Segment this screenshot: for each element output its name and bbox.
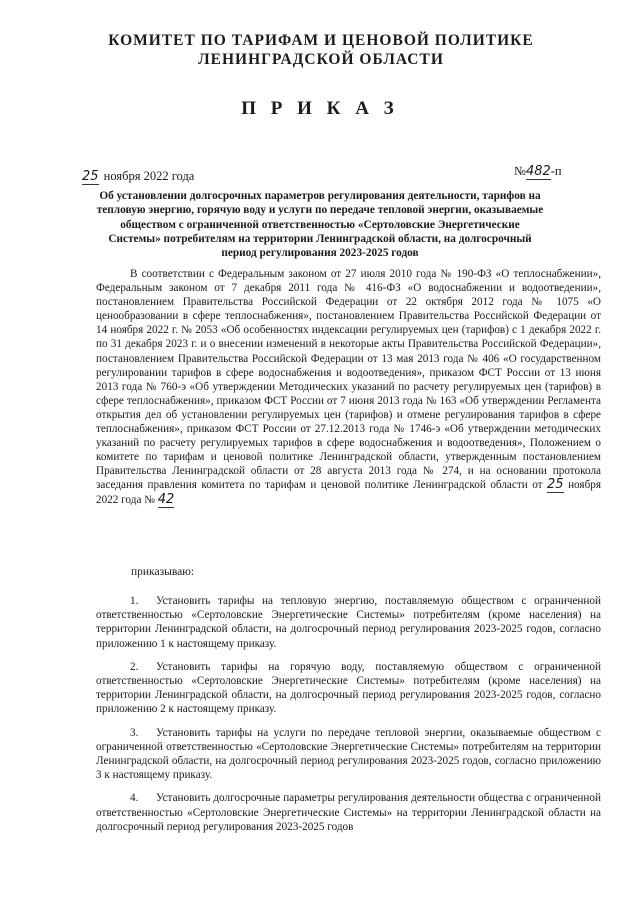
committee-line-1: КОМИТЕТ ПО ТАРИФАМ И ЦЕНОВОЙ ПОЛИТИКЕ xyxy=(108,32,534,49)
order-item xyxy=(96,660,601,717)
item-number: 3. xyxy=(130,726,139,739)
document-type-title: П Р И К А З xyxy=(241,98,399,119)
preamble-paragraph xyxy=(96,267,601,507)
order-number xyxy=(514,164,562,179)
committee-line-2: ЛЕНИНГРАДСКОЙ ОБЛАСТИ xyxy=(198,51,444,68)
item-text: Установить тарифы на горячую воду, поставляемую обществом с ограниченной ответственностью «Сертоловские Энергетические Системы» потребителям (кроме населения) на территории Ленинградской области, на долгосрочный период регулирования 2023-2025 годов, согласно приложению 2 к настоящему приказу. xyxy=(96,660,601,716)
number-sign: № xyxy=(514,164,526,178)
decree-word: приказываю: xyxy=(131,566,195,578)
handwritten-protocol-date: 25 xyxy=(547,477,564,493)
handwritten-date-day: 25 xyxy=(82,169,99,184)
preamble-tail: ноября 2022 года № xyxy=(96,479,602,506)
order-item xyxy=(96,594,601,651)
item-text: Установить тарифы на тепловую энергию, поставляемую обществом с ограниченной ответственностью «Сертоловские Энергетические Системы» потребителям (кроме населения) на территории Ленинградской области, на долгосрочный период регулирования 2023-2025 годов, согласно приложению 1 к настоящему приказу. xyxy=(96,595,601,650)
order-items-list xyxy=(96,594,601,843)
item-number: 1. xyxy=(130,595,139,607)
item-number: 2. xyxy=(130,660,139,673)
item-text: Установить долгосрочные параметры регулирования деятельности общества с ограниченной ответственностью «Сертоловские Энергетические Системы» на территории Ленинградской области на долгосрочный период регулирования 2023-2025 годов xyxy=(96,792,601,833)
order-item xyxy=(96,726,601,783)
item-number: 4. xyxy=(130,792,139,805)
handwritten-order-number: 482 xyxy=(525,164,551,179)
number-suffix: -п xyxy=(550,164,562,178)
item-text: Установить тарифы на услуги по передаче тепловой энергии, оказываемые обществом с ограниченной ответственностью «Сертоловские Энергетические Системы» потребителям на территории Ленинградской области, на долгосрочный период регулирования 2023-2025 годов, согласно приложению 3 к настоящему приказу. xyxy=(96,726,601,782)
order-item xyxy=(96,791,601,834)
order-heading: Об установлении долгосрочных параметров регулирования деятельности, тарифов на тепловую энергию, горячую воду и услуги по передаче тепловой энергии, оказываемые обществом с ограниченной ответственностью «Сертоловские Энергетические Системы» потребителям на территории Ленинградской области, на долгосрочный период регулирования 2023-2025 годов xyxy=(96,190,544,260)
committee-name xyxy=(96,31,546,69)
preamble-text: В соответствии с Федеральным законом от 27 июля 2010 года № 190-ФЗ «О теплоснабжении», Федеральным законом от 7 декабря 2011 года № 416-ФЗ «О водоснабжении и водоотведении», постановлением Правительства Российской Федерации от 22 октября 2012 года № 1075 «О ценообразовании в сфере теплоснабжения», постановлением Правительства Российской Федерации от 14 ноября 2022 г. № 2053 «Об особенностях индексации регулируемых цен (тарифов) с 1 декабря 2022 г. по 31 декабря 2023 г. и о внесении изменений в некоторые акты Правительства Российской Федерации», постановлением Правительства Российской Федерации от 13 мая 2013 года № 406 «О государственном регулировании тарифов в сфере водоснабжения и водоотведения», приказом ФСТ России от 13 июня 2013 года № 760-э «Об утверждении Методических указаний по расчету регулируемых цен (тарифов) в сфере теплоснабжения», приказом ФСТ России от 7 июня 2013 года № 163 «Об утверждении Регламента открытия дел об установлении регулируемых цен (тарифов) и отмене регулирования тарифов в сфере теплоснабжения», приказом ФСТ России от 27.12.2013 года № 1746-э «Об утверждении методических указаний по расчету регулируемых тарифов в сфере водоснабжения и водоотведения», Положением о комитете по тарифам и ценовой политике Ленинградской области, утвержденным постановлением Правительства Ленинградской области от 28 августа 2013 года № 274, и на основании протокола заседания правления комитета по тарифам и ценовой политике Ленинградской области от xyxy=(96,268,601,492)
order-date-text: ноября 2022 года xyxy=(103,169,195,183)
handwritten-protocol-number: 42 xyxy=(157,491,175,507)
order-date xyxy=(82,169,194,185)
